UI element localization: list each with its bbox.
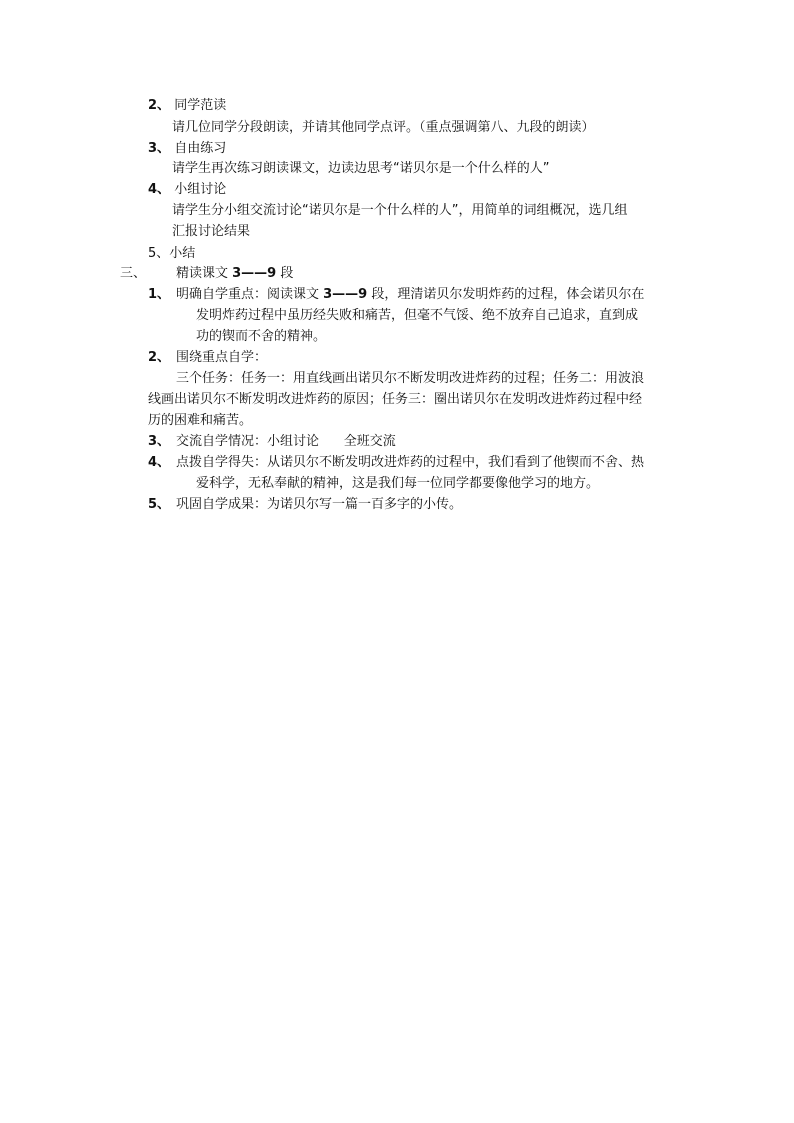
item-4-heading	[148, 180, 226, 200]
point-5-number	[148, 495, 170, 515]
point-3-text: 交流自学情况：小组讨论 全班交流	[176, 434, 396, 449]
point-5-text: 巩固自学成果：为诺贝尔写一篇一百多字的小传。	[176, 497, 463, 512]
point-5-num-text: 5、	[148, 497, 171, 512]
section-3-title-c: 段	[276, 266, 294, 281]
section-3-title	[176, 264, 293, 284]
point-3-number	[148, 432, 170, 452]
item-2-title: 同学范读	[174, 98, 227, 113]
section-3-number: 三、	[120, 266, 147, 281]
item-2-body: 请几位同学分段朗读，并请其他同学点评。（重点强调第八、九段的朗读）	[172, 120, 595, 135]
item-3-title: 自由练习	[174, 141, 227, 156]
point-1-line-3: 功的锲而不舍的精神。	[196, 329, 327, 344]
point-2-line-2: 线画出诺贝尔不断发明改进炸药的原因；任务三：圈出诺贝尔在发明改进炸药过程中经	[148, 392, 643, 407]
point-1-line-1-b: 3——9	[323, 287, 368, 302]
item-3-number: 3、	[148, 141, 171, 156]
point-1-number	[148, 285, 170, 305]
point-1-line-1-a: 明确自学重点：阅读课文	[176, 287, 324, 302]
point-1-line-1-c: 段，理清诺贝尔发明炸药的过程，体会诺贝尔在	[367, 287, 645, 302]
item-4-title: 小组讨论	[174, 182, 227, 197]
item-4-body-line-1: 请学生分小组交流讨论“诺贝尔是一个什么样的人”，用简单的词组概况，选几组	[172, 203, 628, 218]
item-3-body: 请学生再次练习朗读课文，边读边思考“诺贝尔是一个什么样的人”	[172, 161, 550, 176]
point-3-num-text: 3、	[148, 434, 171, 449]
point-4-number	[148, 453, 170, 473]
point-2-num-text: 2、	[148, 350, 171, 365]
point-2-number	[148, 348, 170, 368]
point-4-line-2: 爱科学，无私奉献的精神，这是我们每一位同学都要像他学习的地方。	[196, 476, 600, 491]
point-2-title: 围绕重点自学：	[176, 350, 268, 365]
point-2-line-1: 三个任务：任务一：用直线画出诺贝尔不断发明改进炸药的过程；任务二：用波浪	[176, 371, 645, 386]
point-1-num-text: 1、	[148, 287, 171, 302]
item-3-heading	[148, 139, 226, 159]
section-3-title-a: 精读课文	[176, 266, 233, 281]
item-4-number: 4、	[148, 182, 171, 197]
item-5-summary: 5、小结	[148, 246, 196, 261]
point-4-line-1: 点拨自学得失：从诺贝尔不断发明改进炸药的过程中，我们看到了他锲而不舍、热	[176, 455, 645, 470]
point-2-line-3: 历的困难和痛苦。	[148, 413, 253, 428]
section-3-title-b: 3——9	[232, 266, 277, 281]
point-1-line-2: 发明炸药过程中虽历经失败和痛苦，但毫不气馁、绝不放弃自己追求，直到成	[196, 308, 639, 323]
item-2-heading	[148, 96, 226, 116]
item-2-number: 2、	[148, 98, 171, 113]
point-1-line-1	[176, 285, 644, 305]
point-4-num-text: 4、	[148, 455, 171, 470]
item-4-body-line-2: 汇报讨论结果	[172, 224, 251, 239]
